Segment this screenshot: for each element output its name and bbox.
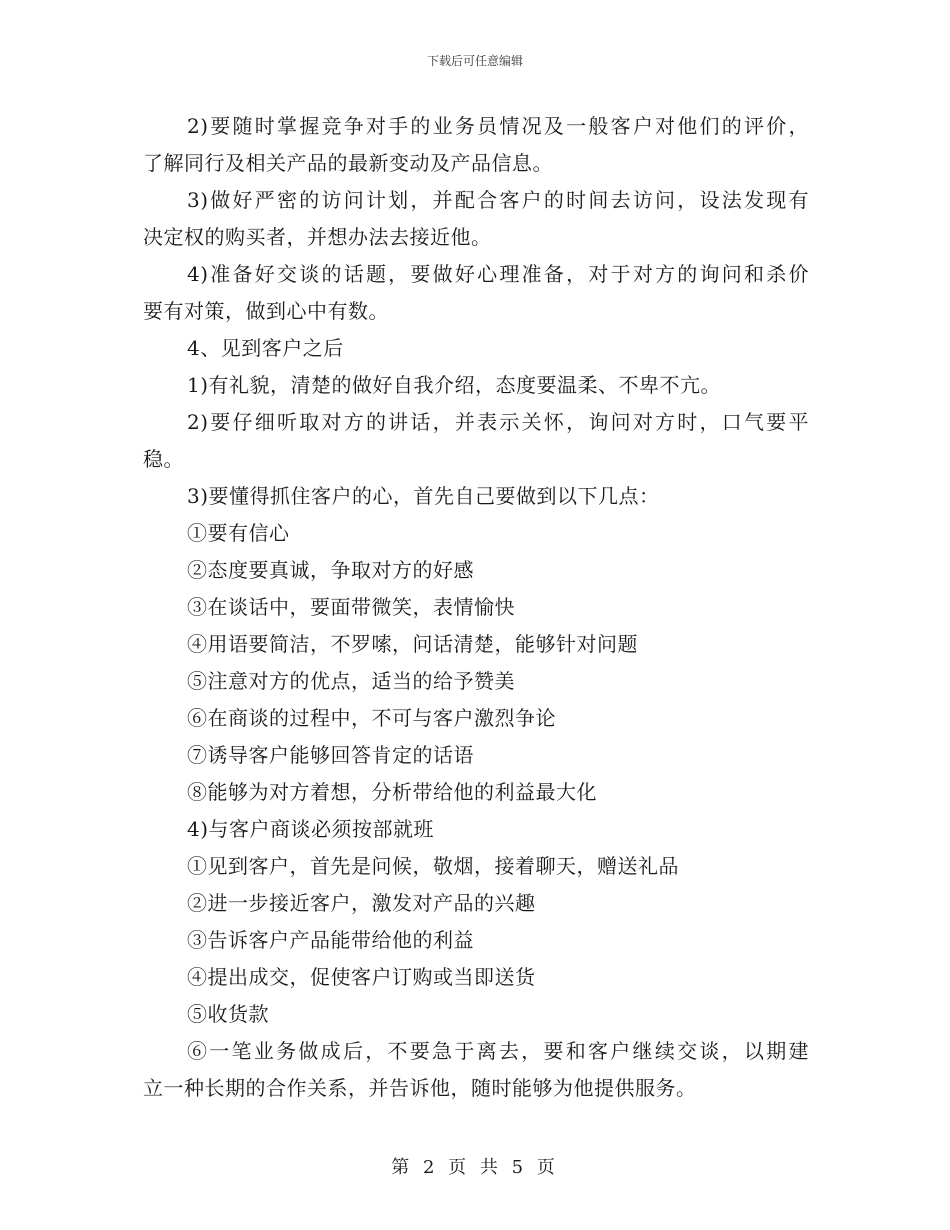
paragraph-line: 立一种长期的合作关系，并告诉他，随时能够为他提供服务。 <box>143 1076 697 1100</box>
paragraph-line: 要有对策，做到心中有数。 <box>143 299 389 323</box>
list-item: ⑦诱导客户能够回答肯定的话语 <box>187 743 474 767</box>
list-item: ③在谈话中，要面带微笑，表情愉快 <box>187 595 515 619</box>
page-header: 下载后可任意编辑 <box>426 54 523 68</box>
list-item: ①要有信心 <box>187 521 290 545</box>
list-item: ②态度要真诚，争取对方的好感 <box>187 558 474 582</box>
paragraph-line: 1)有礼貌，清楚的做好自我介绍，态度要温柔、不卑不亢。 <box>187 373 722 397</box>
list-item: ⑤收货款 <box>187 1002 269 1026</box>
list-item: ②进一步接近客户，激发对产品的兴趣 <box>187 891 536 915</box>
list-item: ④用语要简洁，不罗嗦，问话清楚，能够针对问题 <box>187 632 638 656</box>
paragraph-line: 2)要仔细听取对方的讲话，并表示关怀，询问对方时，口气要平 <box>187 410 809 434</box>
document-body <box>143 108 809 1107</box>
list-item: ③告诉客户产品能带给他的利益 <box>187 928 474 952</box>
list-item: ⑥一笔业务做成后，不要急于离去，要和客户继续交谈，以期建 <box>187 1039 809 1063</box>
paragraph-line: 3)做好严密的访问计划，并配合客户的时间去访问，设法发现有 <box>187 188 809 212</box>
list-item: ⑤注意对方的优点，适当的给予赞美 <box>187 669 515 693</box>
paragraph-line: 了解同行及相关产品的最新变动及产品信息。 <box>143 151 553 175</box>
paragraph-line: 4)与客户商谈必须按部就班 <box>187 817 435 841</box>
paragraph-line: 决定权的购买者，并想办法去接近他。 <box>143 225 492 249</box>
list-item: ⑧能够为对方着想，分析带给他的利益最大化 <box>187 780 597 804</box>
page-number-footer: 第 2 页 共 5 页 <box>391 1157 559 1178</box>
list-item: ①见到客户，首先是问候，敬烟，接着聊天，赠送礼品 <box>187 854 679 878</box>
paragraph-line: 2)要随时掌握竞争对手的业务员情况及一般客户对他们的评价， <box>187 114 809 138</box>
list-item: ④提出成交，促使客户订购或当即送货 <box>187 965 536 989</box>
section-heading: 4、见到客户之后 <box>187 336 344 360</box>
paragraph-line: 3)要懂得抓住客户的心，首先自己要做到以下几点： <box>187 484 660 508</box>
paragraph-line: 稳。 <box>143 447 184 471</box>
list-item: ⑥在商谈的过程中，不可与客户激烈争论 <box>187 706 556 730</box>
paragraph-line: 4)准备好交谈的话题，要做好心理准备，对于对方的询问和杀价 <box>187 262 809 286</box>
